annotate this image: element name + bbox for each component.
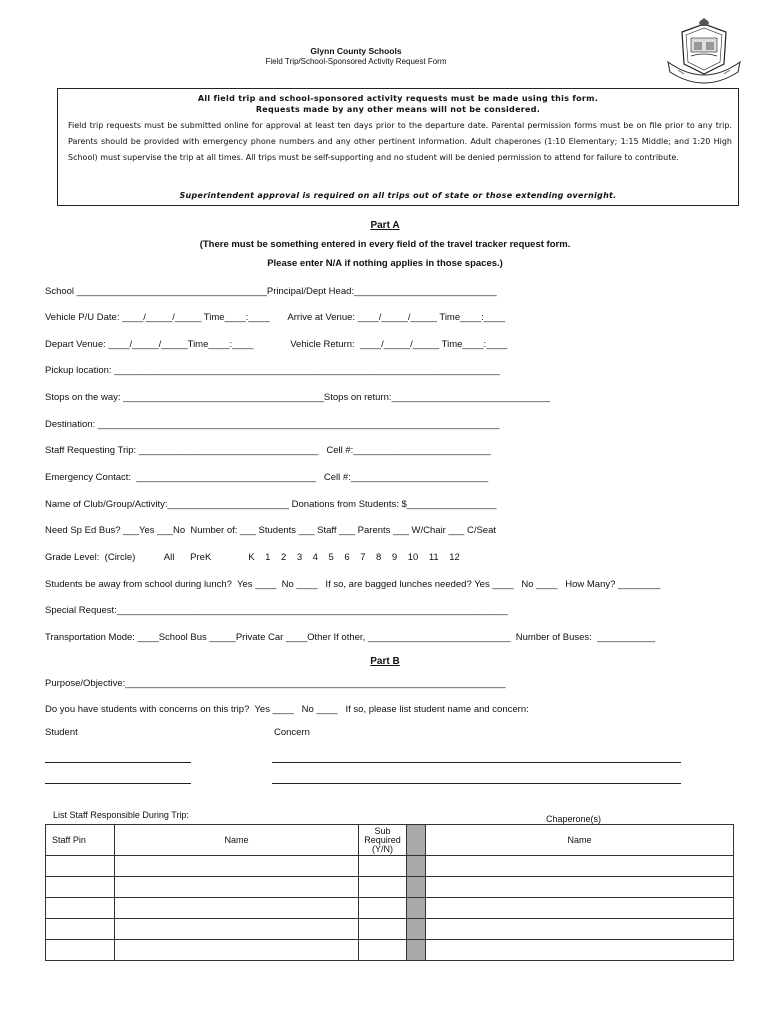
sub-required-cell[interactable] xyxy=(359,940,407,961)
header-staff-pin: Staff Pin xyxy=(46,825,115,856)
depart-venue-field[interactable]: Depart Venue: ____/_____/_____Time____:____ Vehicle Return: ____/_____/_____ Time____:____ xyxy=(45,339,508,350)
staff-pin-cell[interactable] xyxy=(46,877,115,898)
part-a-instruction-2: Please enter N/A if nothing applies in those spaces.) xyxy=(267,258,503,269)
staff-name-cell[interactable] xyxy=(115,919,359,940)
table-row xyxy=(46,919,734,940)
student-line-1[interactable] xyxy=(45,762,191,763)
form-title: Field Trip/School-Sponsored Activity Request Form xyxy=(265,57,447,66)
staff-pin-cell[interactable] xyxy=(46,919,115,940)
student-column-label: Student xyxy=(45,727,78,738)
notice-line-1: All field trip and school-sponsored activity requests must be made using this form. xyxy=(197,94,599,103)
chaperone-name-cell[interactable] xyxy=(426,877,734,898)
notice-paragraph: Field trip requests must be submitted online for approval at least ten days prior to the departure date. Parental permission forms must be on file prior to any trip. Parents should be provided with emergency phone numbers and any other pertinent information. Adult chaperones (1:10 Elementary; 1:15 Middle; and 1:20 High School) must supervise the trip at all times. All trips must be self-supporting and no student will be denied permission to attend for failure to contribute. xyxy=(68,121,732,162)
destination-field[interactable]: Destination: ____________________________________________________________________________ xyxy=(45,419,500,430)
grade-level-field[interactable]: Grade Level: (Circle) All PreK K 1 2 3 4 5 6 7 8 9 10 11 12 xyxy=(45,552,460,563)
sub-required-cell[interactable] xyxy=(359,877,407,898)
chaperone-name-cell[interactable] xyxy=(426,919,734,940)
concern-line-1[interactable] xyxy=(272,762,681,763)
staff-name-cell[interactable] xyxy=(115,940,359,961)
special-request-field[interactable]: Special Request:__________________________________________________________________________ xyxy=(45,605,508,616)
staff-name-cell[interactable] xyxy=(115,877,359,898)
staff-name-cell[interactable] xyxy=(115,898,359,919)
staff-table-caption: List Staff Responsible During Trip: xyxy=(53,810,189,820)
staff-table-header-row xyxy=(46,825,734,856)
table-divider xyxy=(407,898,426,919)
sub-required-cell[interactable] xyxy=(359,898,407,919)
table-divider xyxy=(407,877,426,898)
header-name: Name xyxy=(115,825,359,856)
part-a-instruction-1: (There must be something entered in every field of the travel tracker request form. xyxy=(199,239,571,250)
table-divider xyxy=(407,825,426,856)
concern-column-label: Concern xyxy=(274,727,310,738)
staff-pin-cell[interactable] xyxy=(46,856,115,877)
chaperone-name-cell[interactable] xyxy=(426,898,734,919)
sub-required-cell[interactable] xyxy=(359,919,407,940)
chaperone-name-cell[interactable] xyxy=(426,856,734,877)
table-row xyxy=(46,856,734,877)
notice-box xyxy=(57,88,739,206)
notice-approval: Superintendent approval is required on all trips out of state or those extending overnight. xyxy=(179,191,617,200)
district-seal-logo xyxy=(664,18,744,84)
student-concerns-question[interactable]: Do you have students with concerns on this trip? Yes ____ No ____ If so, please list student name and concern: xyxy=(45,704,529,715)
staff-pin-cell[interactable] xyxy=(46,940,115,961)
table-row xyxy=(46,877,734,898)
organization-name: Glynn County Schools xyxy=(310,46,402,56)
header-sub-required: Sub Required (Y/N) xyxy=(359,825,407,856)
sped-bus-field[interactable]: Need Sp Ed Bus? ___Yes ___No Number of: ___ Students ___ Staff ___ Parents ___ W/Chair ___ C/Seat xyxy=(45,525,497,536)
table-divider xyxy=(407,919,426,940)
chaperone-caption: Chaperone(s) xyxy=(546,814,602,824)
chaperone-name-cell[interactable] xyxy=(426,940,734,961)
school-field[interactable]: School ____________________________________Principal/Dept Head:___________________________ xyxy=(45,286,497,297)
table-row xyxy=(46,898,734,919)
lunch-field[interactable]: Students be away from school during lunch? Yes ____ No ____ If so, are bagged lunches needed? Yes ____ No ____ How Many? ________ xyxy=(45,579,661,590)
pickup-location-field[interactable]: Pickup location: _________________________________________________________________________ xyxy=(45,365,500,376)
vehicle-pickup-field[interactable]: Vehicle P/U Date: ____/_____/_____ Time____:____ Arrive at Venue: ____/_____/_____ Time____:____ xyxy=(45,312,506,323)
student-line-2[interactable] xyxy=(45,783,191,784)
staff-pin-cell[interactable] xyxy=(46,898,115,919)
header-chaperone-name: Name xyxy=(426,825,734,856)
table-divider xyxy=(407,856,426,877)
part-a-title: Part A xyxy=(370,220,400,231)
club-group-field[interactable]: Name of Club/Group/Activity:_______________________ Donations from Students: $_________________ xyxy=(45,499,497,510)
part-b-title: Part B xyxy=(370,656,400,667)
transportation-field[interactable]: Transportation Mode: ____School Bus _____Private Car ____Other If other, ___________________________ Number of Buses: ___________ xyxy=(45,632,656,643)
staff-name-cell[interactable] xyxy=(115,856,359,877)
notice-line-2: Requests made by any other means will not be considered. xyxy=(255,105,541,114)
stops-field[interactable]: Stops on the way: ______________________________________Stops on return:______________________________ xyxy=(45,392,551,403)
emergency-contact-field[interactable]: Emergency Contact: __________________________________ Cell #:__________________________ xyxy=(45,472,489,483)
sub-required-cell[interactable] xyxy=(359,856,407,877)
staff-table xyxy=(45,824,734,961)
table-row xyxy=(46,940,734,961)
table-divider xyxy=(407,940,426,961)
staff-requesting-field[interactable]: Staff Requesting Trip: __________________________________ Cell #:__________________________ xyxy=(45,445,491,456)
concern-line-2[interactable] xyxy=(272,783,681,784)
purpose-field[interactable]: Purpose/Objective:________________________________________________________________________ xyxy=(45,678,506,689)
